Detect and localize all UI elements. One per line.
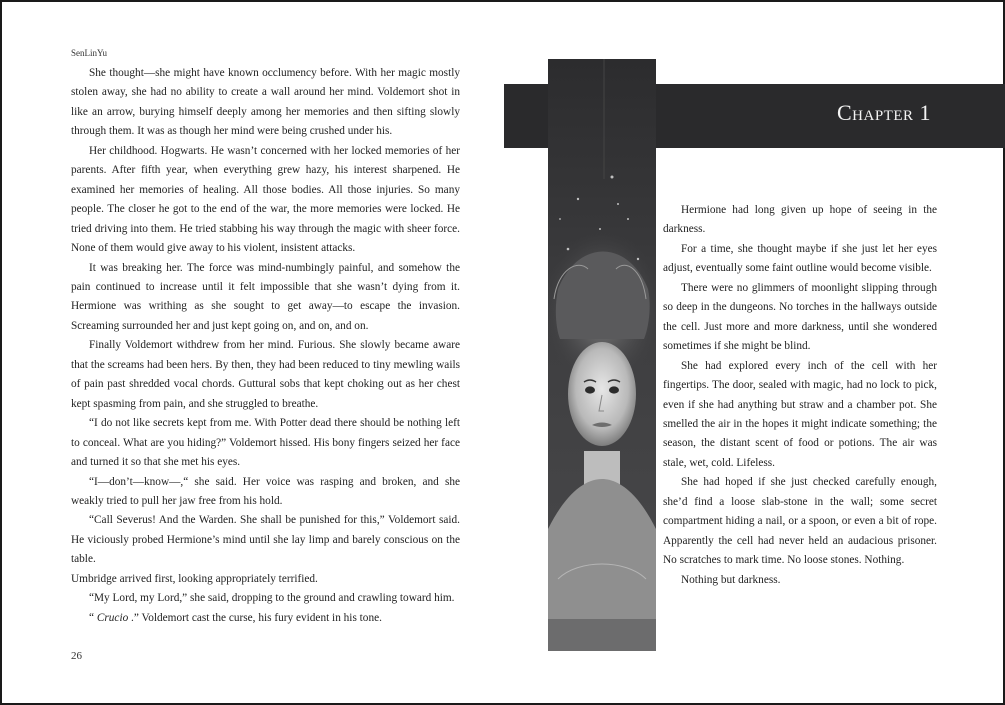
paragraph: It was breaking her. The force was mind-numbingly painful, and somehow the pain continued to increase until it felt impossible that she wasn’t dying from it. Hermione was writhing as she sought to get away—to escape the invasion. Screaming surrounded her and just kept going on, and on, and on. [71, 261, 460, 332]
paragraph: “Call Severus! And the Warden. She shall be punished for this,” Voldemort said. He viciously probed Hermione’s mind until she lay limp and barely conscious on the table. [71, 514, 460, 566]
paragraph: She had explored every inch of the cell with her fingertips. The door, sealed with magic, had no lock to pick, even if she had anything but straw and a chamber pot. She smelled the air in the hopes it might indicate something; the season, the distant scent of food or potions. The air was stale, wet, cold. Lifeless. [663, 359, 937, 469]
paragraph: Her childhood. Hogwarts. He wasn’t concerned with her locked memories of her parents. After fifth year, when everything grew hazy, his interest sharpened. He examined her memories of healing. All those bodies. All those injuries. So many people. The closer he got to the end of the war, the more memories were locked. He tried driving into them. He tried stabbing his way through the magic with sheer force. None of them would give away to his violent, insistent attacks. [71, 144, 460, 255]
paragraph-curse [71, 609, 460, 628]
paragraph: Hermione had long given up hope of seeing in the darkness. [663, 204, 937, 236]
illustration-artwork [548, 59, 656, 651]
paragraph: Umbridge arrived first, looking appropriately terrified. [71, 572, 318, 585]
chapter-illustration [548, 59, 656, 651]
paragraph: She thought—she might have known occlumency before. With her magic mostly stolen away, she had no ability to create a wall around her mind. Voldemort shot in like an arrow, burying himself deeply among her memories and then sifting slowly through them. It was as though her mind were being crushed under his. [71, 67, 460, 138]
paragraph: There were no glimmers of moonlight slipping through so deep in the dungeons. No torches in the hallways outside the cell. Just more and more darkness, until she wondered sometimes if she might be blind. [663, 281, 937, 353]
quote-open: “ [89, 611, 97, 624]
paragraph: “My Lord, my Lord,” she said, dropping to the ground and crawling toward him. [89, 592, 455, 605]
right-page-body [663, 201, 937, 590]
paragraph: Nothing but darkness. [681, 573, 781, 586]
paragraph: Finally Voldemort withdrew from her mind. Furious. She slowly became aware that the screams had been hers. By then, they had been reduced to tiny mewling wails of pain past shredded vocal chords. Guttural sobs that kept choking out as her chest kept spasming from pain, and she struggled to breathe. [71, 339, 460, 410]
paragraph: “I do not like secrets kept from me. With Potter dead there should be nothing left to conceal. What are you hiding?” Voldemort hissed. His bony fingers seized her face and turned it so that she met his eyes. [71, 417, 460, 469]
paragraph: For a time, she thought maybe if she just let her eyes adjust, eventually some faint outline would become visible. [663, 242, 937, 275]
curse-sentence: .” Voldemort cast the curse, his fury evident in his tone. [128, 611, 382, 624]
curse-word: Crucio [96, 611, 129, 624]
running-head: SenLinYu [71, 48, 107, 58]
left-page-body [71, 64, 460, 628]
paragraph: She had hoped if she just checked carefully enough, she’d find a loose slab-stone in the wall; some secret compartment hiding a nail, or a spoon, or even a bit of rope. Apparently the cell had never held an audacious prisoner. No scratches to mark time. No loose stones. Nothing. [663, 476, 937, 567]
paragraph: “I—don’t—know—,“ she said. Her voice was rasping and broken, and she weakly tried to pull her jaw free from his hold. [71, 475, 460, 507]
chapter-title: Chapter 1 [836, 100, 931, 125]
page-number: 26 [71, 650, 82, 662]
